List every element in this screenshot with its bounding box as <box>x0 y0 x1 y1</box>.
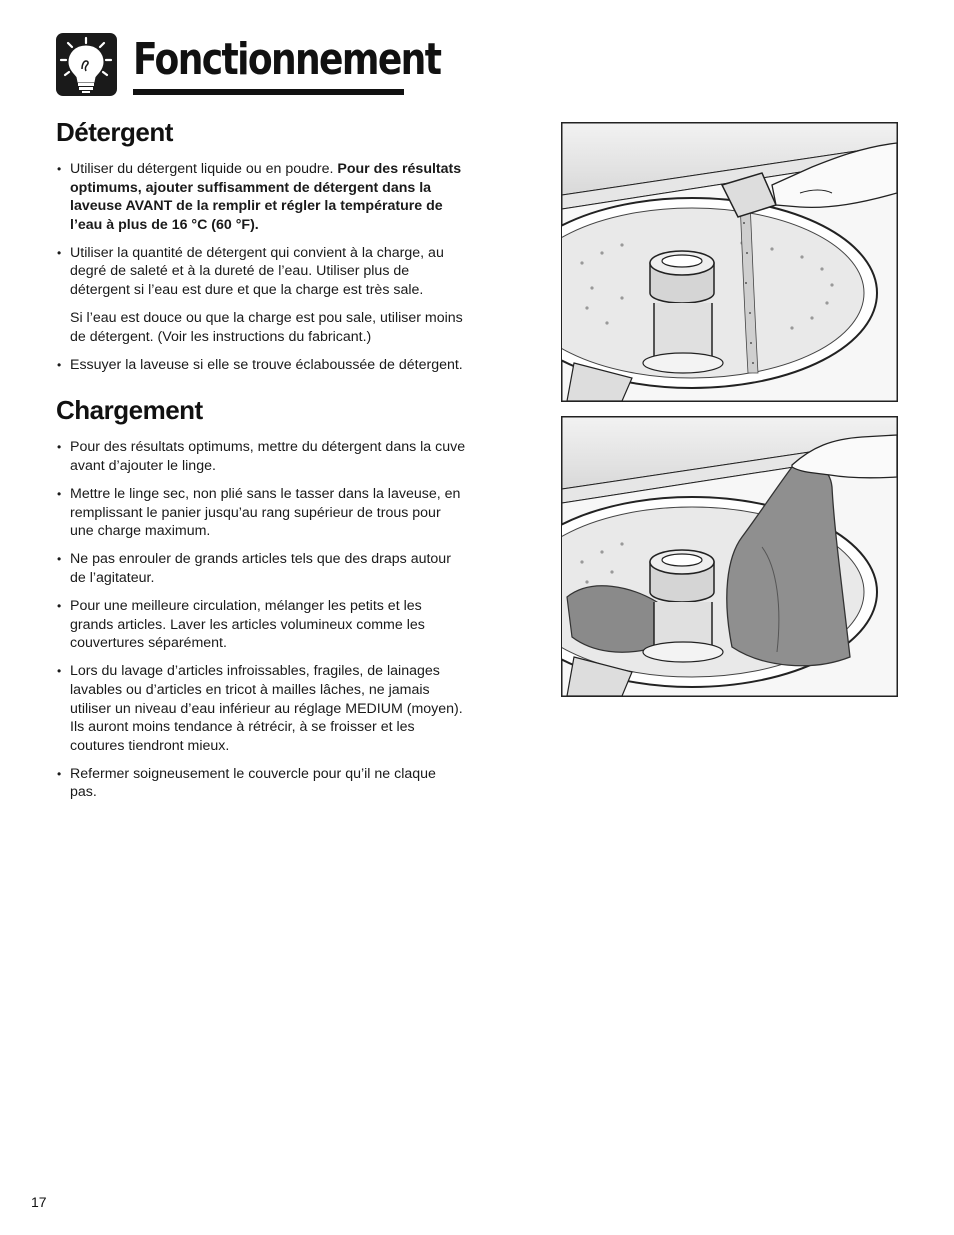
section-heading-chargement: Chargement <box>56 395 203 426</box>
pouring-detergent-illustration <box>561 122 898 402</box>
content-column <box>56 114 466 812</box>
list-item: • Refermer soigneusement le couvercle pour qu’il ne claque pas. <box>56 765 466 802</box>
list-item: • Pour des résultats optimums, mettre du détergent dans la cuve avant d’ajouter le linge. <box>56 438 466 475</box>
list-item: • Ne pas enrouler de grands articles tels que des draps autour de l’agitateur. <box>56 550 466 587</box>
detergent-list <box>56 160 466 374</box>
list-item: • Utiliser du détergent liquide ou en poudre. Pour des résultats optimums, ajouter suffisamment de détergent dans la laveuse AVANT de la remplir et régler la température de l’eau à plus de 16 °C (60 °F). <box>56 160 466 234</box>
list-item: • Lors du lavage d’articles infroissables, fragiles, de lainages lavables ou d’articles en tricot à mailles lâches, ne jamais utiliser un niveau d’eau inférieur au réglage MEDIUM (moyen). Ils auront moins tendance à rétrécir, à se froisser et les coutures tiendront mieux. <box>56 662 466 755</box>
list-item-continuation: Si l’eau est douce ou que la charge est pou sale, utiliser moins de détergent. (Voir les instructions du fabricant.) <box>70 310 463 345</box>
list-item: • Utiliser la quantité de détergent qui convient à la charge, au degré de saleté et à la dureté de l’eau. Utiliser plus de détergent si l’eau est dure et que la charge est très sale. <box>56 244 466 300</box>
list-item: • Essuyer la laveuse si elle se trouve éclaboussée de détergent. <box>56 356 466 375</box>
list-item: • Mettre le linge sec, non plié sans le tasser dans la laveuse, en remplissant le panier jusqu’au rang supérieur de trous pour une charge maximum. <box>56 485 466 541</box>
list-item: • Pour une meilleure circulation, mélanger les petits et les grands articles. Laver les articles volumineux comme les couvertures séparément. <box>56 597 466 653</box>
page-title: Fonctionnement <box>133 34 441 85</box>
lightbulb-icon <box>56 33 117 96</box>
bold-instruction: Pour des résultats optimums, ajouter suffisamment de détergent dans la laveuse AVANT de la remplir et régler la température de l’eau à plus de 16 °C (60 °F). <box>70 161 462 233</box>
chargement-list <box>56 438 466 802</box>
title-underline <box>133 89 404 95</box>
loading-laundry-illustration <box>561 416 898 697</box>
page-number: 17 <box>31 1194 47 1210</box>
section-heading-detergent: Détergent <box>56 117 173 147</box>
